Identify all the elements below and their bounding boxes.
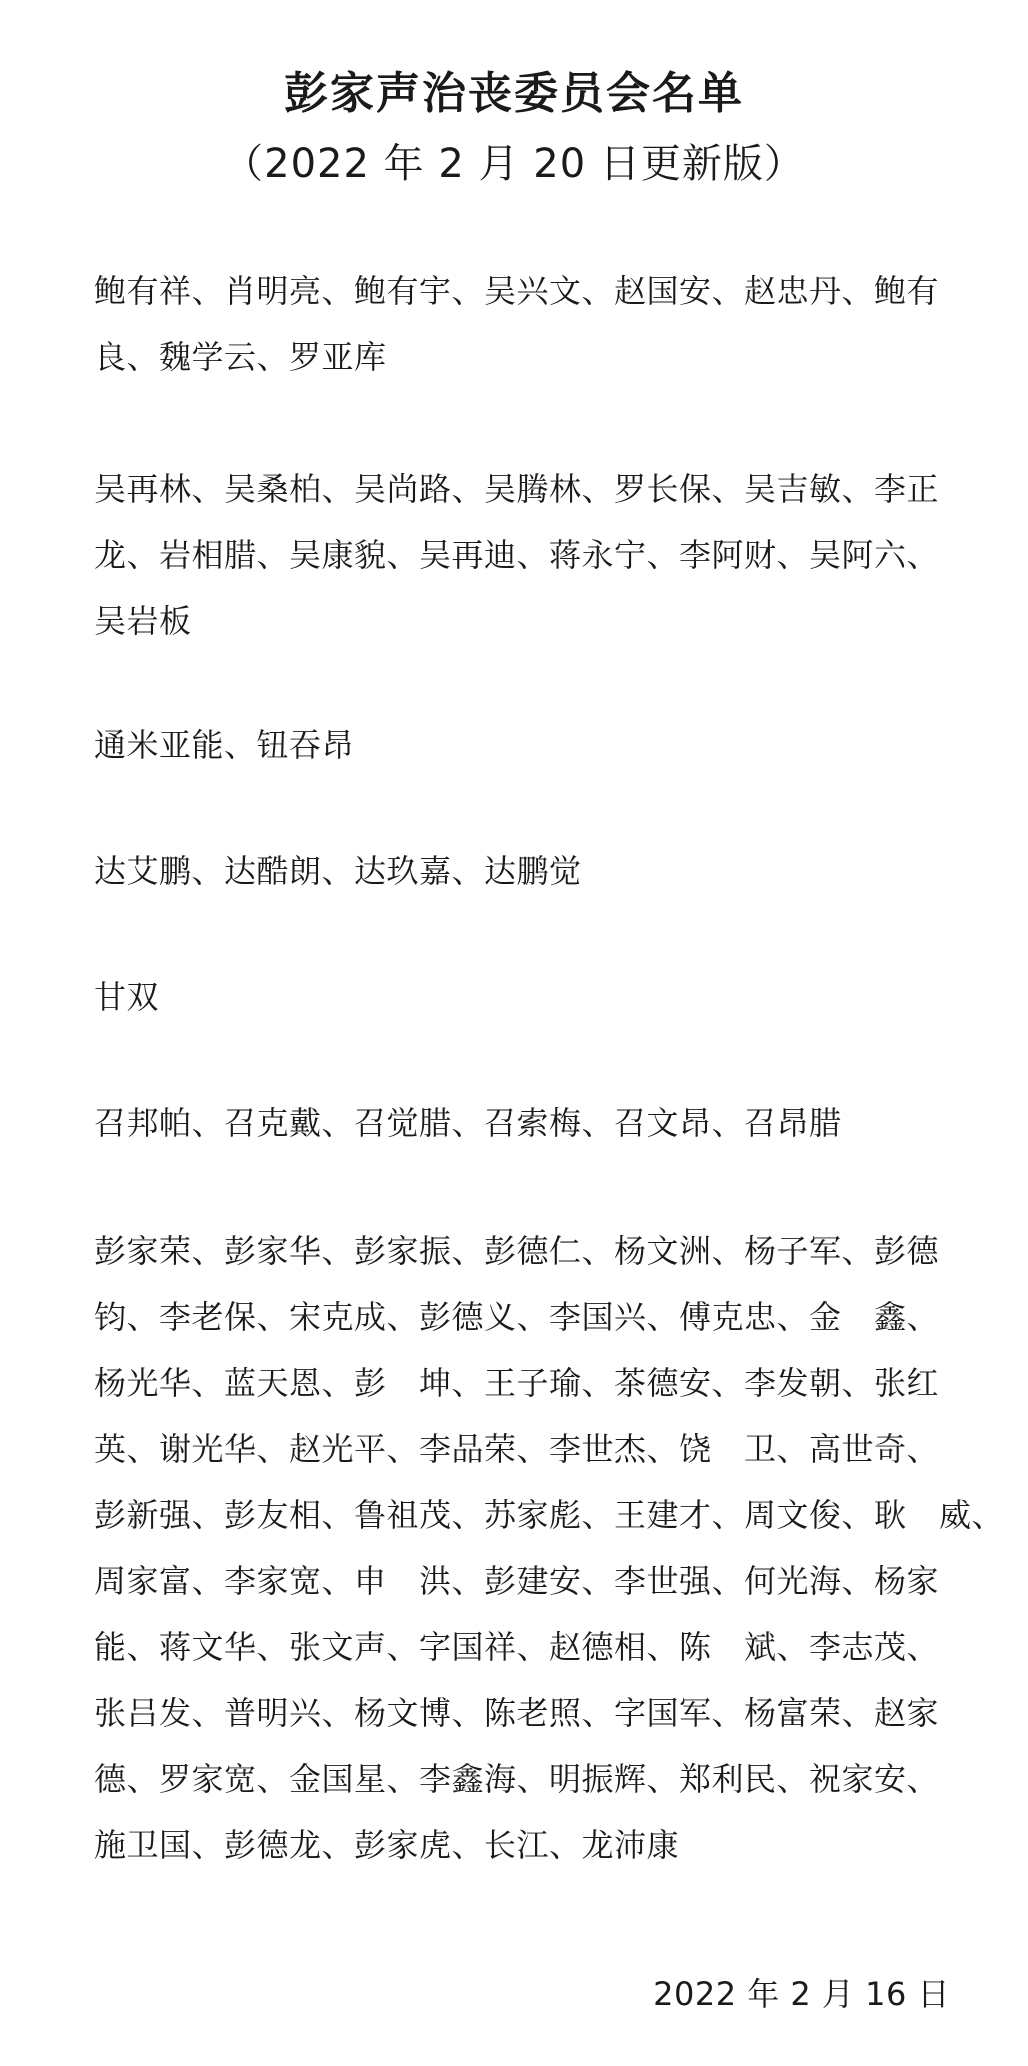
page-title: 彭家声治丧委员会名单 xyxy=(284,68,744,119)
text-line: 施卫国、彭德龙、彭家虎、长江、龙沛康 xyxy=(94,1826,680,1864)
text-line: 英、谢光华、赵光平、李品荣、李世杰、饶 卫、高世奇、 xyxy=(94,1430,940,1468)
text-line: 德、罗家宽、金国星、李鑫海、明振辉、郑利民、祝家安、 xyxy=(94,1760,940,1798)
name-list-group-1 xyxy=(94,258,954,390)
text-line: 钧、李老保、宋克成、彭德义、李国兴、傅克忠、金 鑫、 xyxy=(94,1298,940,1336)
text-line: 彭家荣、彭家华、彭家振、彭德仁、杨文洲、杨子军、彭德 xyxy=(94,1232,940,1270)
text-line: 龙、岩相腊、吴康貌、吴再迪、蒋永宁、李阿财、吴阿六、 xyxy=(94,536,940,574)
name-list-group-3 xyxy=(94,712,954,778)
text-line: 鲍有祥、肖明亮、鲍有宇、吴兴文、赵国安、赵忠丹、鲍有 xyxy=(94,272,940,310)
text-line: 吴岩板 xyxy=(94,602,192,640)
text-line: 吴再林、吴桑柏、吴尚路、吴腾林、罗长保、吴吉敏、李正 xyxy=(94,470,940,508)
text-line: 周家富、李家宽、申 洪、彭建安、李世强、何光海、杨家 xyxy=(94,1562,940,1600)
name-list-group-5 xyxy=(94,964,954,1030)
text-line: 通米亚能、钮吞昂 xyxy=(94,726,355,764)
text-line: 彭新强、彭友相、鲁祖茂、苏家彪、王建才、周文俊、耿 威、 xyxy=(94,1496,1005,1534)
name-list-group-6 xyxy=(94,1090,954,1156)
name-list-group-7 xyxy=(94,1218,1005,1878)
text-line: 召邦帕、召克戴、召觉腊、召索梅、召文昂、召昂腊 xyxy=(94,1104,842,1142)
name-list-group-2 xyxy=(94,456,954,654)
name-list-group-4 xyxy=(94,838,954,904)
text-line: 甘双 xyxy=(94,978,160,1016)
page-subtitle: （2022 年 2 月 20 日更新版） xyxy=(223,141,805,187)
document-date: 2022 年 2 月 16 日 xyxy=(653,1975,950,2013)
text-line: 良、魏学云、罗亚库 xyxy=(94,338,387,376)
text-line: 达艾鹏、达酷朗、达玖嘉、达鹏觉 xyxy=(94,852,582,890)
text-line: 张吕发、普明兴、杨文博、陈老照、字国军、杨富荣、赵家 xyxy=(94,1694,940,1732)
text-line: 杨光华、蓝天恩、彭 坤、王子瑜、茶德安、李发朝、张红 xyxy=(94,1364,940,1402)
text-line: 能、蒋文华、张文声、字国祥、赵德相、陈 斌、李志茂、 xyxy=(94,1628,940,1666)
